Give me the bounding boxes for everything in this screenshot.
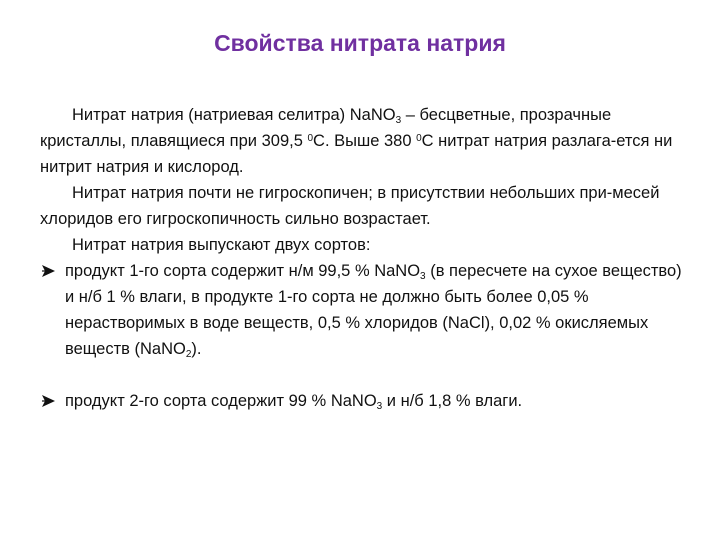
grade-1-text-1: продукт 1-го сорта содержит н/м 99,5 % NaNO	[65, 262, 421, 280]
arrow-bullet-icon	[40, 388, 58, 414]
arrow-bullet-icon	[40, 258, 58, 284]
subscript-3: 3	[395, 115, 402, 126]
subscript-2: 2	[185, 349, 192, 360]
paragraph-properties-text-1: Нитрат натрия (натриевая селитра) NaNO	[72, 106, 396, 124]
slide-body	[40, 102, 684, 414]
slide-title: Свойства нитрата натрия	[214, 30, 506, 56]
grade-2-text-1: продукт 2-го сорта содержит 99 % NaNO	[65, 392, 377, 410]
grades-list	[40, 258, 684, 414]
paragraph-properties-text-4: С нитрат натрия разлага-ется ни нитрит натрия и кислород.	[40, 132, 673, 176]
paragraph-properties-text-3: С. Выше 380	[313, 132, 417, 150]
grade-2-text-2: и н/б 1,8 % влаги.	[382, 392, 523, 410]
list-item-grade-2	[40, 388, 684, 414]
superscript-degree: 0	[416, 133, 422, 144]
paragraph-hygroscopicity: Нитрат натрия почти не гигроскопичен; в присутствии небольших при-месей хлоридов его гигроскопичность сильно возрастает.	[40, 184, 660, 228]
grade-1-text-2: (в пересчете на сухое вещество) и н/б 1 % влаги, в продукте 1-го сорта не должно быть более 0,05 % нерастворимых в воде веществ, 0,5 % хлоридов (NaCl), 0,02 % окисляемых веществ (NaNO	[65, 262, 682, 358]
paragraph-properties	[40, 102, 684, 180]
paragraph-properties-text-2: – бесцветные, прозрачные кристаллы, плавящиеся при 309,5	[40, 106, 612, 150]
subscript-3: 3	[420, 271, 426, 282]
list-item-grade-1	[40, 258, 684, 362]
paragraph-grades-intro: Нитрат натрия выпускают двух сортов:	[72, 236, 371, 254]
subscript-3: 3	[376, 401, 383, 412]
superscript-degree: 0	[307, 133, 314, 144]
grade-1-text-3: ).	[191, 340, 202, 358]
